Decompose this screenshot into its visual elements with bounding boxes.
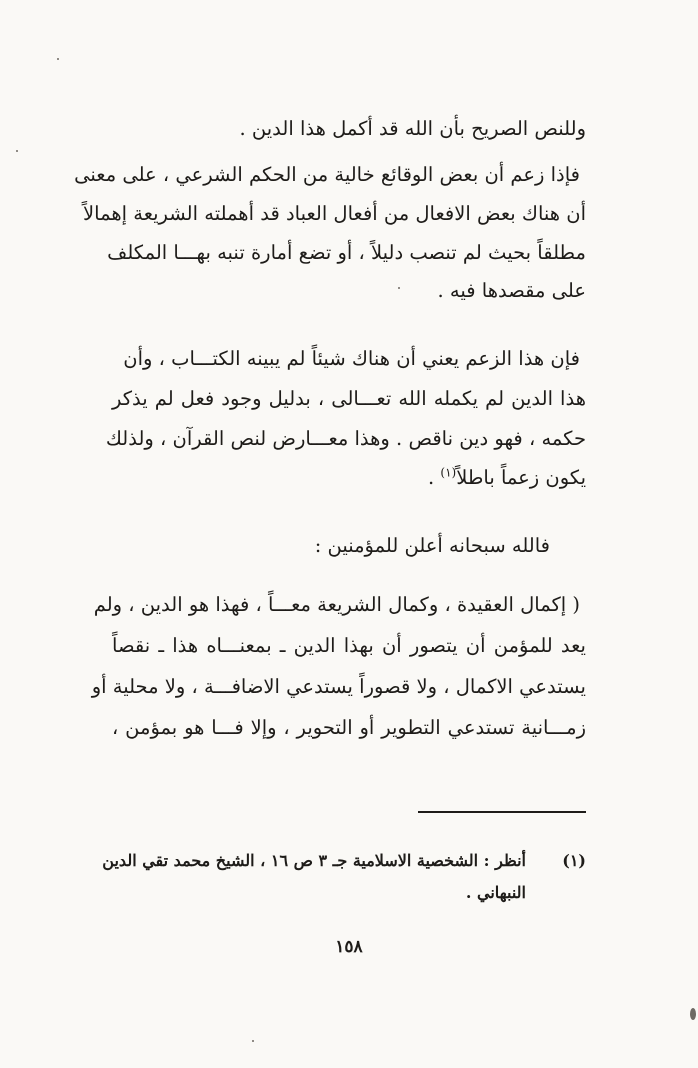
footnote-text: النبهاني . xyxy=(465,883,526,902)
scan-speck xyxy=(16,150,18,152)
paragraph-line: مطلقاً بحيث لم تنصب دليلاً ، أو تضع أمارة تنبه بهـــا المكلف xyxy=(107,241,586,264)
scan-speck xyxy=(398,287,400,289)
footnote-reference: (١) xyxy=(440,465,457,480)
paragraph-line: فإذا زعم أن بعض الوقائع خالية من الحكم الشرعي ، على معنى xyxy=(74,163,580,186)
footnote-number: (١) xyxy=(562,851,586,870)
paragraph-line: يكون زعماً باطلاً$^{(١)}$ . xyxy=(427,465,586,489)
paragraph-line: وللنص الصريح بأن الله قد أكمل هذا الدين . xyxy=(239,117,586,140)
scan-speck xyxy=(57,58,59,60)
paragraph-line: هذا الدين لم يكمله الله تعـــالى ، بدليل وجود فعل لم يذكر xyxy=(112,387,586,410)
quote-line: يعد للمؤمن أن يتصور أن بهذا الدين ـ بمعنـــاه هذا ـ نقصاً xyxy=(112,634,586,657)
paragraph-line: حكمه ، فهو دين ناقص . وهذا معـــارض لنص القرآن ، ولذلك xyxy=(105,427,586,450)
footnote-separator xyxy=(418,811,586,813)
footnote-text: أنظر : الشخصية الاسلامية جـ ٣ ص ١٦ ، الشيخ محمد تقي الدين xyxy=(102,851,526,870)
quote-line: يستدعي الاكمال ، ولا قصوراً يستدعي الاضافـــة ، ولا محلية أو xyxy=(91,675,586,698)
scan-speck xyxy=(252,1040,254,1042)
paragraph-line: على مقصدها فيه . xyxy=(437,279,586,302)
paragraph-text: يكون زعماً باطلاً xyxy=(456,466,586,489)
quote-line: ( إكمال العقيدة ، وكمال الشريعة معـــاً ، فهذا هو الدين ، ولم xyxy=(93,593,580,616)
quote-line: زمـــانية تستدعي التطوير أو التحوير ، وإلا فـــا هو بمؤمن ، xyxy=(112,716,586,739)
paragraph-line: أن هناك بعض الافعال من أفعال العباد قد أهملته الشريعة إهمالاً xyxy=(83,202,586,225)
page-number: ١٥٨ xyxy=(335,937,363,957)
paragraph-line: فالله سبحانه أعلن للمؤمنين : xyxy=(314,534,550,557)
scan-speck xyxy=(690,1008,696,1020)
paragraph-line: فإن هذا الزعم يعني أن هناك شيئاً لم يبينه الكتـــاب ، وأن xyxy=(123,347,580,370)
